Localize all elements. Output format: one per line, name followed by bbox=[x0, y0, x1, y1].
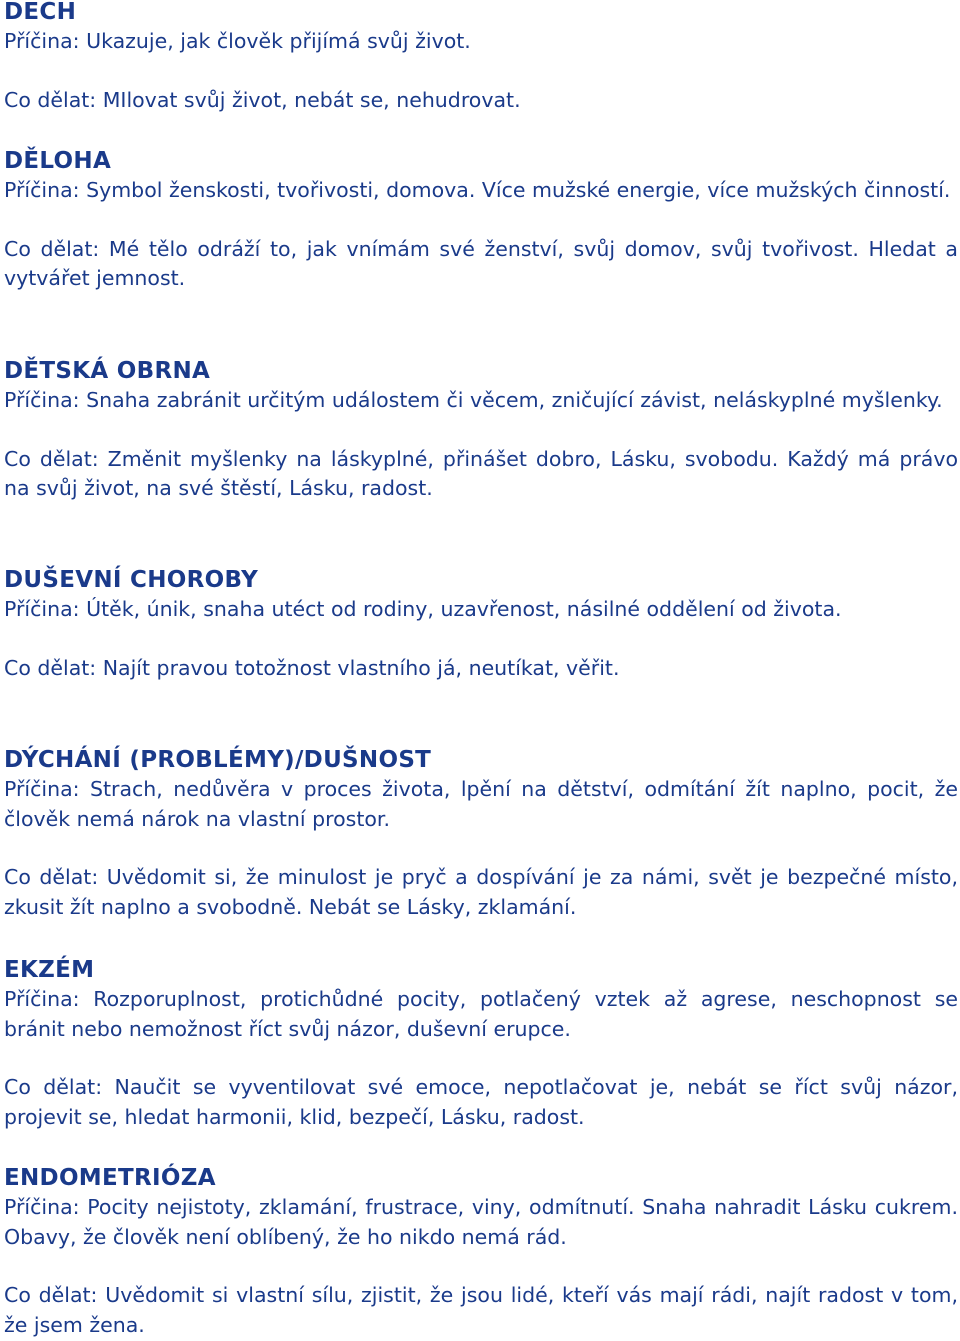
entry-todo: Co dělat: Mé tělo odráží to, jak vnímám své ženství, svůj domov, svůj tvořivost. Hledat a vytvářet jemnost. bbox=[4, 236, 958, 290]
spacer bbox=[4, 1044, 958, 1073]
entry-title: DUŠEVNÍ CHOROBY bbox=[4, 567, 259, 593]
entry-deloha bbox=[4, 146, 958, 294]
spacer bbox=[4, 1252, 958, 1281]
spacer bbox=[4, 834, 958, 863]
entry-todo: Co dělat: MIlovat svůj život, nebát se, nehudrovat. bbox=[4, 87, 521, 112]
spacer bbox=[4, 57, 958, 86]
entry-cause: Příčina: Strach, nedůvěra v proces života, lpění na dětství, odmítání žít naplno, pocit, že člověk nemá nárok na vlastní prostor. bbox=[4, 777, 958, 831]
entry-ekzem bbox=[4, 955, 958, 1132]
entry-todo: Co dělat: Změnit myšlenky na láskyplné, přinášet dobro, Lásku, svobodu. Každý má právo na svůj život, na své štěstí, Lásku, radost. bbox=[4, 446, 958, 500]
entry-cause: Příčina: Pocity nejistoty, zklamání, frustrace, viny, odmítnutí. Snaha nahradit Lásku cukrem. Obavy, že člověk není oblíbený, že ho nikdo nemá rád. bbox=[4, 1195, 958, 1249]
entry-title: DÝCHÁNÍ (PROBLÉMY)/DUŠNOST bbox=[4, 747, 432, 773]
entry-detska-obrna bbox=[4, 356, 958, 504]
entry-dychani bbox=[4, 745, 958, 922]
entry-cause: Příčina: Symbol ženskosti, tvořivosti, domova. Více mužské energie, více mužských činností. bbox=[4, 178, 951, 202]
entry-title: DĚTSKÁ OBRNA bbox=[4, 358, 211, 384]
entry-endometrioza bbox=[4, 1163, 958, 1340]
entry-todo: Co dělat: Uvědomit si, že minulost je pryč a dospívání je za námi, svět je bezpečné místo, zkusit žít naplno a svobodně. Nebát se Lásky, zklamání. bbox=[4, 865, 958, 919]
entry-dech bbox=[4, 0, 958, 115]
entry-todo: Co dělat: Uvědomit si vlastní sílu, zjistit, že jsou lidé, kteří vás mají rádi, najít radost v tom, že jsem žena. bbox=[4, 1283, 958, 1337]
entry-title: ENDOMETRIÓZA bbox=[4, 1165, 216, 1191]
spacer bbox=[4, 625, 958, 654]
entry-todo: Co dělat: Naučit se vyventilovat své emoce, nepotlačovat je, nebát se říct svůj názor, projevit se, hledat harmonii, klid, bezpečí, Lásku, radost. bbox=[4, 1075, 958, 1129]
entry-cause: Příčina: Rozporuplnost, protichůdné pocity, potlačený vztek až agrese, neschopnost se bránit nebo nemožnost říct svůj názor, duševní erupce. bbox=[4, 987, 958, 1041]
entry-cause: Příčina: Útěk, únik, snaha utéct od rodiny, uzavřenost, násilné oddělení od života. bbox=[4, 597, 842, 621]
entry-cause: Příčina: Ukazuje, jak člověk přijímá svůj život. bbox=[4, 29, 471, 53]
entry-title: DECH bbox=[4, 0, 77, 25]
entry-cause: Příčina: Snaha zabránit určitým událostem či věcem, zničující závist, neláskyplné myšlenky. bbox=[4, 388, 943, 412]
entry-todo: Co dělat: Najít pravou totožnost vlastního já, neutíkat, věřit. bbox=[4, 655, 620, 680]
entry-title: EKZÉM bbox=[4, 957, 95, 983]
spacer bbox=[4, 416, 958, 445]
spacer bbox=[4, 206, 958, 235]
entry-dusevni-choroby bbox=[4, 565, 958, 683]
entry-title: DĚLOHA bbox=[4, 148, 112, 174]
